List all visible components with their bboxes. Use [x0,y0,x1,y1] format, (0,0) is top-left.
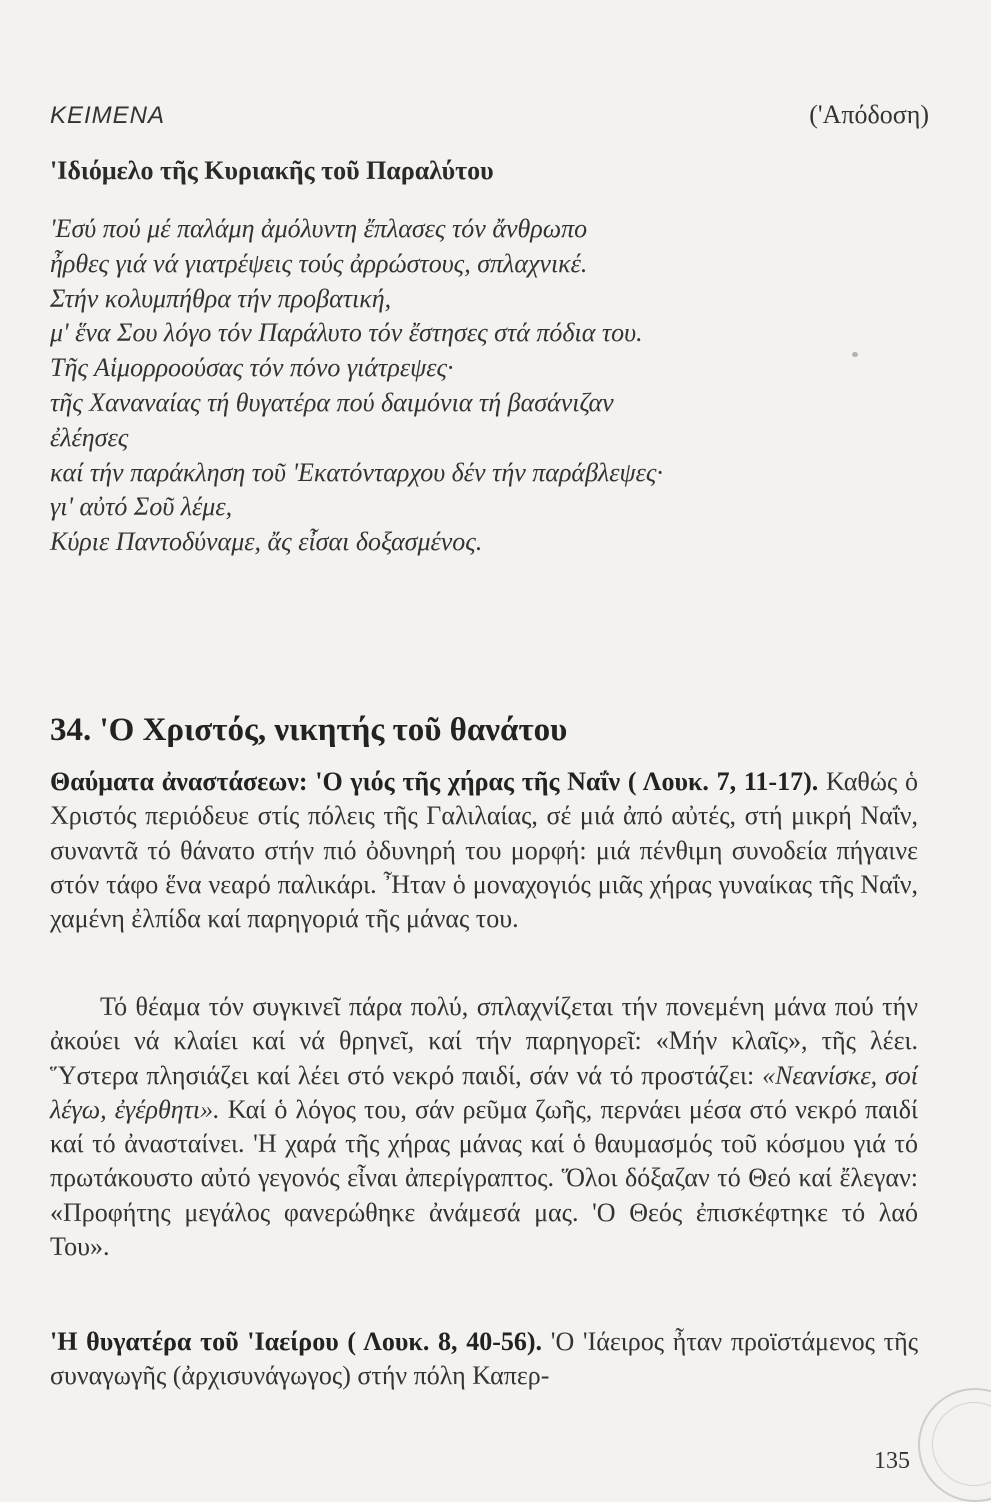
poem-line: τῆς Χαναναίας τή θυγατέρα πού δαιμόνια τή βασάνιζαν [50,387,614,417]
running-header-title: ΚΕΙΜΕΝΑ [50,102,166,129]
poem-block [50,212,910,560]
paragraph-lead-bold: Θαύματα ἀναστάσεων: 'Ο γιός τῆς χήρας τῆς Ναΐν ( Λουκ. 7, 11-17). [50,767,819,796]
poem-line: ἦρθες γιά νά γιατρέψεις τούς ἀρρώστους, σπλαχνικέ. [50,248,588,278]
paragraph-text: Καθώς ὁ Χριστός περιόδευε στίς πόλεις τῆς Γαλιλαίας, σέ μιά ἀπό αὐτές, στή μικρή Ναΐν, συναντᾶ τό θάνατο στήν πιό ὀδυνηρή του μορφή: μιά πένθιμη συνοδεία πήγαινε στόν τάφο ἕνα νεαρό παλικάρι. Ἦταν ὁ μοναχογιός μιᾶς χήρας γυναίκας τῆς Ναΐν, χαμένη ἐλπίδα καί παρηγοριά τῆς μάνας του. [50,767,918,934]
poem-line: Κύριε Παντοδύναμε, ἄς εἶσαι δοξασμένος. [50,527,483,557]
library-stamp [918,1388,991,1502]
poem-line: ἐλέησες [50,422,129,452]
idiomelo-title: 'Ιδιόμελο τῆς Κυριακῆς τοῦ Παραλύτου [50,156,494,185]
poem-line: Τῆς Αἱμορροούσας τόν πόνο γιάτρεψες· [50,353,454,383]
poem-line: 'Εσύ πού μέ παλάμη ἀμόλυντη ἔπλασες τόν ἄνθρωπο [50,214,588,243]
paragraph-miracle [50,990,918,1264]
section-heading: 34. 'Ο Χριστός, νικητής τοῦ θανάτου [50,712,568,748]
running-header-subtitle: ('Απόδοση) [809,100,929,129]
paragraph-text: 'Ο 'Ιάειρος ἦταν προϊστάμενος τῆς συναγωγῆς (ἀρχισυνάγωγος) στήν πόλη Καπερ- [50,1327,918,1391]
quote-italic: «Νεανίσκε, σοί λέγω, ἐγέρθητι». [50,1060,918,1124]
paragraph-nain [50,765,918,936]
paragraph-text: Τό θέαμα τόν συγκινεῖ πάρα πολύ, σπλαχνίζεται τήν πονεμένη μάνα πού τήν ἀκούει νά κλαίει καί νά θρηνεῖ, καί τήν παρηγορεῖ: «Μήν κλαῖς», τῆς λέει. Ὕστερα πλησιάζει καί λέει στό νεκρό παιδί, σάν νά τό προστάζει: [50,992,918,1090]
poem-line: Στήν κολυμπήθρα τήν προβατική, [50,283,392,313]
page-number: 135 [874,1448,910,1474]
paragraph-jairus [50,1325,918,1394]
print-speck [852,352,858,357]
paragraph-text: Καί ὁ λόγος του, σάν ρεῦμα ζωῆς, περνάει μέσα στό νεκρό παιδί καί τό ἀνασταίνει. 'Η χαρά τῆς χήρας μάνας καί ὁ θαυμασμός τοῦ κόσμου γιά τό πρωτάκουστο αὐτό γεγονός εἶναι ἀπερίγραπτος. Ὅλοι δόξαζαν τό Θεό καί ἔλεγαν: «Προφήτης μεγάλος φανερώθηκε ἀνάμεσά μας. 'Ο Θεός ἐπισκέφτηκε τό λαό Του». [50,1094,918,1262]
poem-line: γι' αὐτό Σοῦ λέμε, [50,492,233,522]
poem-line: καί τήν παράκληση τοῦ 'Εκατόνταρχου δέν τήν παράβλεψες· [50,457,663,487]
library-stamp-inner [932,1402,991,1486]
paragraph-lead-bold: 'Η θυγατέρα τοῦ 'Ιαείρου ( Λουκ. 8, 40-56). [50,1327,543,1356]
poem-line: μ' ἕνα Σου λόγο τόν Παράλυτο τόν ἔστησες στά πόδια του. [50,318,643,348]
